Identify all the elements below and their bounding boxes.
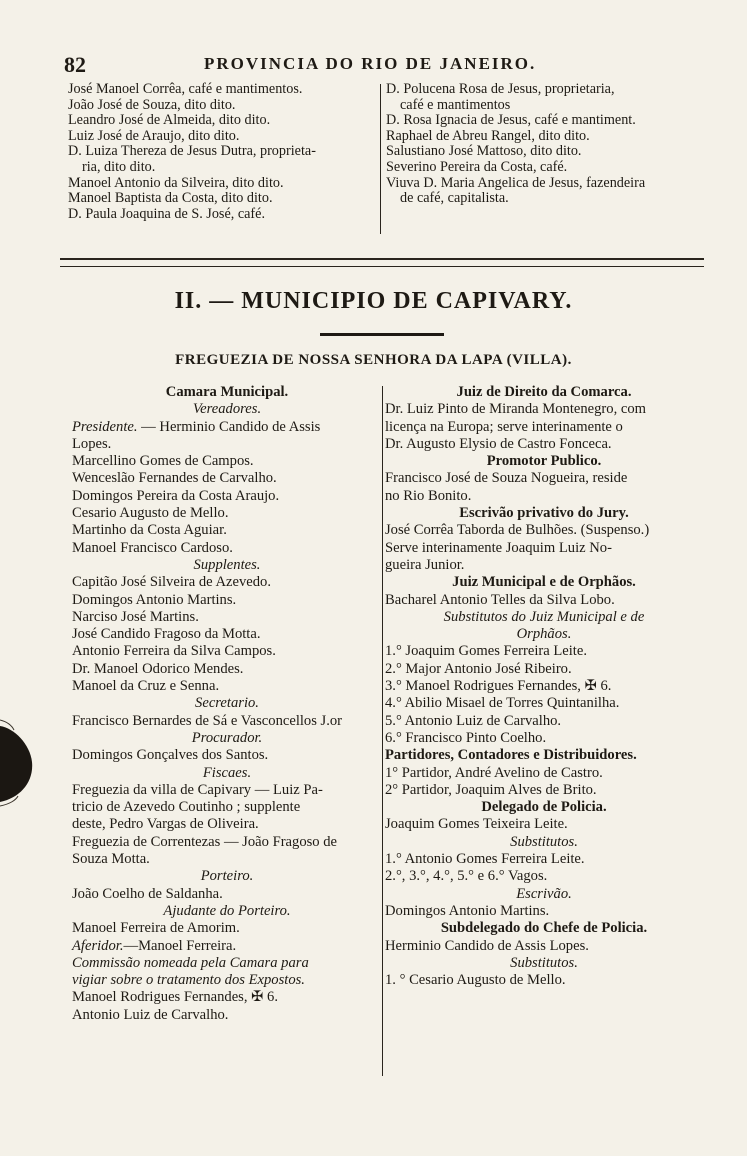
list-item: Severino Pereira da Costa, café. (386, 158, 568, 175)
list-item: tricio de Azevedo Coutinho ; supplente (72, 799, 301, 816)
list-item: Francisco José de Souza Nogueira, reside (385, 470, 628, 487)
escrivao-jury-heading: Escrivão privativo do Jury. (459, 505, 629, 522)
list-item: Manoel Francisco Cardoso. (72, 539, 233, 556)
list-item: 5.° Antonio Luiz de Carvalho. (385, 712, 562, 729)
secretario-heading: Secretario. (195, 695, 259, 712)
substitutos-juiz-heading-cont: Orphãos. (516, 626, 572, 643)
list-item: D. Rosa Ignacia de Jesus, café e mantiment. (386, 112, 636, 129)
list-item: Dr. Manoel Odorico Mendes. (72, 660, 244, 677)
column-divider (380, 84, 381, 234)
presidente-line (72, 419, 382, 436)
list-item: Viuva D. Maria Angelica de Jesus, fazendeira (386, 174, 646, 191)
list-item: Luiz José de Araujo, dito dito. (68, 127, 240, 144)
porteiro-heading: Porteiro. (200, 868, 254, 885)
fiscaes-heading: Fiscaes. (202, 764, 252, 781)
vereadores-heading: Vereadores. (192, 401, 262, 418)
list-item: José Corrêa Taborda de Bulhões. (Suspenso.) (385, 522, 650, 539)
commissao-heading: Commissão nomeada pela Camara para (72, 954, 309, 971)
list-item: Leandro José de Almeida, dito dito. (68, 112, 271, 129)
juiz-direito-heading: Juiz de Direito da Comarca. (456, 384, 632, 400)
page-number: 82 (64, 52, 86, 77)
escrivao-heading: Escrivão. (516, 885, 572, 902)
list-item: Dr. Augusto Elysio de Castro Fonceca. (385, 435, 612, 452)
porteiro-name: João Coelho de Saldanha. (72, 885, 223, 902)
list-item: licença na Europa; serve interinamente o (385, 418, 623, 435)
list-item: Capitão José Silveira de Azevedo. (72, 574, 271, 591)
partidores-heading: Partidores, Contadores e Distribuidores. (385, 747, 637, 764)
running-header (64, 52, 694, 78)
subdelegado-substitutos-heading: Substitutos. (510, 954, 578, 971)
delegado-heading: Delegado de Policia. (481, 799, 607, 816)
presidente-continuation: Lopes. (72, 435, 112, 452)
list-item: Domingos Pereira da Costa Araujo. (72, 487, 280, 504)
list-item: ria, dito dito. (82, 158, 156, 175)
list-item: 1. ° Cesario Augusto de Mello. (385, 972, 566, 989)
delegado-substitutos-heading: Substitutos. (510, 833, 578, 850)
list-item: 1.° Joaquim Gomes Ferreira Leite. (385, 643, 587, 660)
list-item: Cesario Augusto de Mello. (72, 505, 229, 522)
list-item: deste, Pedro Vargas de Oliveira. (72, 816, 259, 833)
list-item: Freguezia da villa de Capivary — Luiz Pa- (72, 781, 323, 798)
substitutos-juiz-heading: Substitutos do Juiz Municipal e de (443, 608, 645, 625)
list-item: José Manoel Corrêa, café e mantimentos. (68, 81, 303, 97)
list-item: D. Paula Joaquina de S. José, café. (68, 205, 265, 222)
list-item: 2° Partidor, Joaquim Alves de Brito. (385, 781, 597, 798)
ajudante-heading: Ajudante do Porteiro. (163, 902, 291, 919)
list-item: Narciso José Martins. (72, 608, 199, 625)
list-item: Wenceslão Fernandes de Carvalho. (72, 470, 277, 487)
list-item: Raphael de Abreu Rangel, dito dito. (386, 127, 590, 144)
list-item: Dr. Luiz Pinto de Miranda Montenegro, com (385, 401, 647, 418)
top-left-column (68, 82, 373, 222)
supplentes-heading: Supplentes. (193, 556, 261, 573)
aferidor-name: —Manoel Ferreira. (123, 937, 237, 954)
top-right-column (386, 82, 706, 207)
double-rule-divider (60, 258, 704, 267)
title-underline (320, 333, 444, 336)
subdelegado-name: Herminio Candido de Assis Lopes. (385, 937, 589, 954)
juiz-municipal-name: Bacharel Antonio Telles da Silva Lobo. (385, 591, 615, 608)
juiz-municipal-heading: Juiz Municipal e de Orphãos. (452, 574, 636, 591)
list-item: Manoel Baptista da Costa, dito dito. (68, 190, 273, 207)
section-title: II. — MUNICIPIO DE CAPIVARY. (174, 288, 573, 314)
subsection-title: FREGUEZIA DE NOSSA SENHORA DA LAPA (VILLA). (175, 352, 572, 368)
list-item: Souza Motta. (72, 851, 150, 868)
list-item: Martinho da Costa Aguiar. (72, 522, 227, 539)
list-item: 4.° Abilio Misael de Torres Quintanilha. (385, 695, 620, 712)
list-item: José Candido Fragoso da Motta. (72, 626, 261, 643)
main-left-column (72, 384, 382, 1024)
promotor-heading: Promotor Publico. (486, 453, 602, 470)
subdelegado-heading: Subdelegado do Chefe de Policia. (440, 920, 648, 937)
list-item: Domingos Antonio Martins. (72, 591, 237, 608)
aferidor-label: Aferidor. (72, 937, 124, 954)
secretario-name: Francisco Bernardes de Sá e Vasconcellos J.or (72, 712, 343, 729)
delegado-name: Joaquim Gomes Teixeira Leite. (385, 816, 568, 833)
list-item: D. Luiza Thereza de Jesus Dutra, proprieta- (68, 143, 316, 160)
list-item: 6.° Francisco Pinto Coelho. (385, 729, 547, 746)
list-item: gueira Junior. (385, 556, 465, 573)
presidente-name: — Herminio Candido de Assis (137, 418, 321, 435)
list-item: Manoel Rodrigues Fernandes, ✠ 6. (72, 989, 278, 1006)
aferidor-line (72, 938, 382, 955)
list-item: Freguezia de Correntezas — João Fragoso de (72, 833, 338, 850)
list-item: 1.° Antonio Gomes Ferreira Leite. (385, 851, 585, 868)
list-item: Manoel Antonio da Silveira, dito dito. (68, 174, 284, 191)
list-item: 1° Partidor, André Avelino de Castro. (385, 764, 603, 781)
list-item: Salustiano José Mattoso, dito dito. (386, 143, 582, 160)
presidente-label: Presidente. (72, 418, 138, 435)
list-item: João José de Souza, dito dito. (68, 96, 236, 113)
ink-blot-mark (0, 716, 42, 808)
list-item: D. Polucena Rosa de Jesus, proprietaria, (386, 81, 615, 97)
list-item: de café, capitalista. (400, 190, 509, 207)
main-right-column (385, 384, 703, 989)
list-item: 2.°, 3.°, 4.°, 5.° e 6.° Vagos. (385, 868, 548, 885)
list-item: 2.° Major Antonio José Ribeiro. (385, 660, 572, 677)
commissao-heading-cont: vigiar sobre o tratamento dos Expostos. (72, 972, 305, 989)
escrivao-name: Domingos Antonio Martins. (385, 902, 550, 919)
list-item: Marcellino Gomes de Campos. (72, 453, 254, 470)
procurador-name: Domingos Gonçalves dos Santos. (72, 747, 269, 764)
list-item: Manoel da Cruz e Senna. (72, 678, 220, 695)
list-item: no Rio Bonito. (385, 487, 472, 504)
column-divider (382, 386, 383, 1076)
procurador-heading: Procurador. (191, 729, 263, 746)
list-item: Antonio Ferreira da Silva Campos. (72, 643, 276, 660)
ajudante-name: Manoel Ferreira de Amorim. (72, 920, 240, 937)
list-item: Antonio Luiz de Carvalho. (72, 1006, 229, 1023)
list-item: café e mantimentos (400, 96, 511, 113)
list-item: 3.° Manoel Rodrigues Fernandes, ✠ 6. (385, 678, 612, 695)
camara-heading: Camara Municipal. (165, 384, 289, 400)
list-item: Serve interinamente Joaquim Luiz No- (385, 539, 612, 556)
running-title: PROVINCIA DO RIO DE JANEIRO. (204, 54, 537, 73)
